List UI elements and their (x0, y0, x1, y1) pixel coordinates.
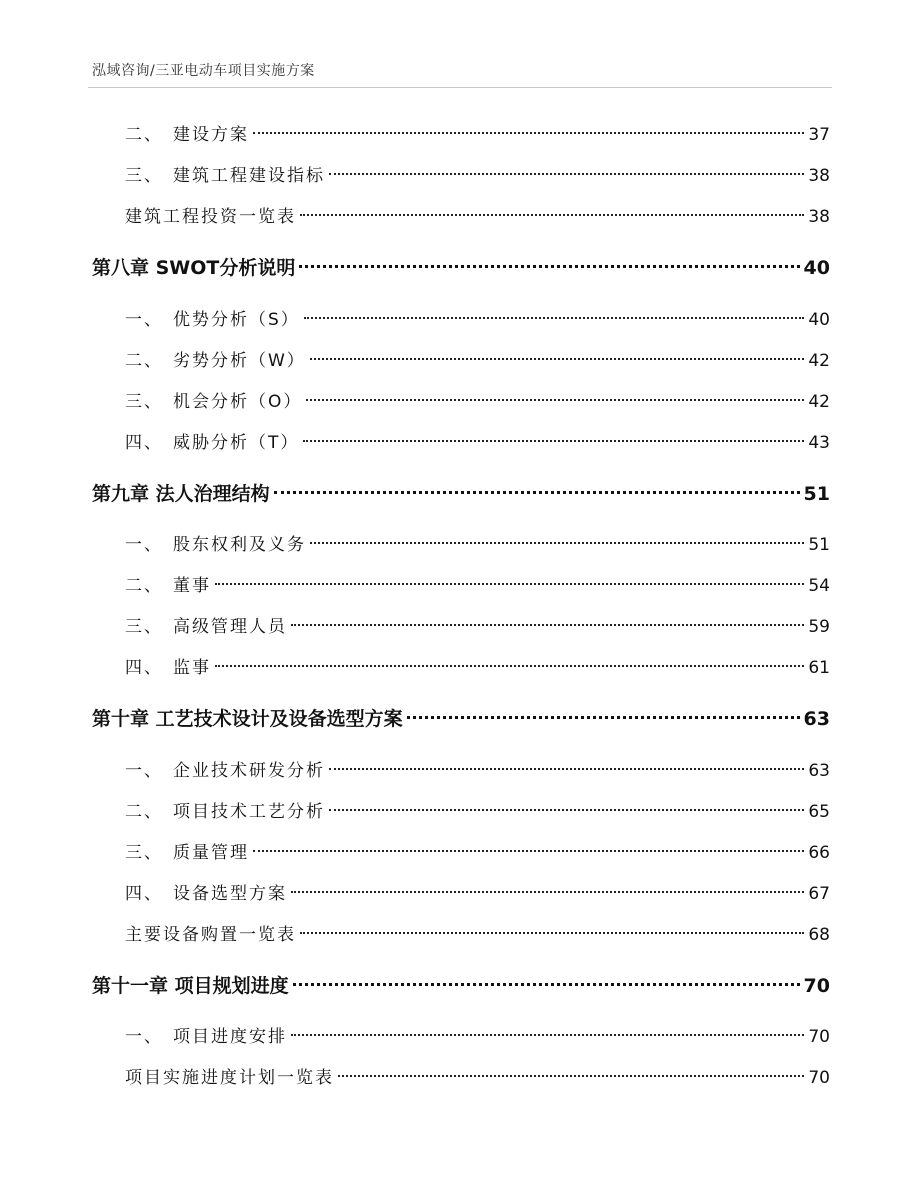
toc-entry[interactable] (125, 756, 830, 786)
toc-entry-title: 建设方案 (173, 125, 249, 145)
toc-dot-leader (329, 173, 804, 175)
toc-entry-page: 70 (803, 975, 830, 997)
page-header: 泓域咨询/三亚电动车项目实施方案 (92, 63, 315, 79)
toc-entry[interactable] (125, 305, 830, 335)
toc-entry-title: 建筑工程建设指标 (173, 166, 325, 186)
toc-dot-leader (306, 399, 804, 401)
toc-entry[interactable] (125, 202, 830, 232)
toc-entry[interactable] (125, 879, 830, 909)
toc-entry-title: 项目技术工艺分析 (173, 802, 325, 822)
toc-entry-page: 37 (808, 125, 830, 145)
toc-entry-page: 51 (803, 483, 830, 505)
toc-chapter-title: 第九章 法人治理结构 (92, 483, 270, 505)
toc-chapter-entry[interactable] (92, 704, 830, 734)
toc-chapter-title: 第八章 SWOT分析说明 (92, 257, 296, 279)
toc-dot-leader (291, 624, 804, 626)
toc-entry[interactable] (125, 530, 830, 560)
toc-entry-page: 66 (808, 843, 830, 863)
toc-dot-leader (329, 809, 804, 811)
toc-entry[interactable] (125, 428, 830, 458)
toc-entry[interactable] (125, 1063, 830, 1093)
toc-entry-page: 63 (808, 761, 830, 781)
toc-entry[interactable] (125, 612, 830, 642)
toc-entry-page: 38 (808, 207, 830, 227)
toc-entry-page: 61 (808, 658, 830, 678)
toc-entry-title: 建筑工程投资一览表 (125, 207, 296, 227)
toc-entry[interactable] (125, 346, 830, 376)
toc-entry-prefix: 二、 (125, 351, 163, 371)
toc-dot-leader (310, 358, 805, 360)
header-divider (88, 87, 832, 88)
toc-entry-prefix: 四、 (125, 658, 163, 678)
toc-entry[interactable] (125, 838, 830, 868)
toc-entry-page: 51 (808, 535, 830, 555)
toc-chapter-entry[interactable] (92, 253, 830, 283)
toc-chapter-entry[interactable] (92, 971, 830, 1001)
toc-entry-prefix: 一、 (125, 1027, 163, 1047)
toc-entry-page: 54 (808, 576, 830, 596)
toc-entry[interactable] (125, 161, 830, 191)
toc-dot-leader (300, 932, 804, 934)
toc-entry[interactable] (125, 120, 830, 150)
toc-entry-prefix: 三、 (125, 617, 163, 637)
toc-entry-prefix: 二、 (125, 576, 163, 596)
toc-dot-leader (299, 265, 799, 268)
toc-dot-leader (253, 850, 804, 852)
toc-entry[interactable] (125, 920, 830, 950)
toc-entry-prefix: 二、 (125, 802, 163, 822)
toc-entry-page: 40 (808, 310, 830, 330)
toc-entry[interactable] (125, 387, 830, 417)
toc-entry-page: 43 (808, 433, 830, 453)
toc-dot-leader (291, 891, 804, 893)
toc-entry-page: 59 (808, 617, 830, 637)
toc-dot-leader (304, 317, 805, 319)
toc-entry-title: 股东权利及义务 (173, 535, 306, 555)
toc-entry-page: 68 (808, 925, 830, 945)
toc-dot-leader (300, 214, 804, 216)
toc-entry-page: 70 (808, 1027, 830, 1047)
toc-entry-page: 40 (803, 257, 830, 279)
toc-entry-title: 威胁分析（T） (173, 433, 300, 453)
toc-entry[interactable] (125, 653, 830, 683)
toc-entry-prefix: 三、 (125, 392, 163, 412)
toc-entry-title: 项目实施进度计划一览表 (125, 1068, 334, 1088)
toc-entry-page: 65 (808, 802, 830, 822)
toc-dot-leader (303, 440, 804, 442)
toc-entry-title: 董事 (173, 576, 211, 596)
toc-dot-leader (407, 716, 800, 719)
toc-entry[interactable] (125, 571, 830, 601)
toc-dot-leader (329, 768, 804, 770)
toc-entry-title: 监事 (173, 658, 211, 678)
toc-dot-leader (253, 132, 804, 134)
toc-entry-prefix: 四、 (125, 433, 163, 453)
toc-dot-leader (291, 1034, 804, 1036)
toc-chapter-title: 第十一章 项目规划进度 (92, 975, 289, 997)
toc-entry-prefix: 二、 (125, 125, 163, 145)
toc-dot-leader (310, 542, 804, 544)
toc-dot-leader (338, 1075, 804, 1077)
toc-chapter-title: 第十章 工艺技术设计及设备选型方案 (92, 708, 403, 730)
toc-dot-leader (293, 983, 800, 986)
toc-entry-title: 设备选型方案 (173, 884, 287, 904)
toc-entry-page: 70 (808, 1068, 830, 1088)
toc-entry-title: 优势分析（S） (173, 310, 300, 330)
toc-entry-title: 质量管理 (173, 843, 249, 863)
toc-dot-leader (274, 491, 800, 494)
toc-entry-title: 高级管理人员 (173, 617, 287, 637)
toc-dot-leader (215, 583, 804, 585)
toc-entry-title: 劣势分析（W） (173, 351, 306, 371)
toc-entry-title: 机会分析（O） (173, 392, 303, 412)
toc-entry-page: 67 (808, 884, 830, 904)
toc-entry-page: 38 (808, 166, 830, 186)
toc-entry-prefix: 一、 (125, 535, 163, 555)
toc-entry-title: 项目进度安排 (173, 1027, 287, 1047)
toc-entry-prefix: 四、 (125, 884, 163, 904)
toc-entry[interactable] (125, 797, 830, 827)
toc-chapter-entry[interactable] (92, 479, 830, 509)
toc-entry-page: 42 (808, 351, 830, 371)
toc-entry-title: 主要设备购置一览表 (125, 925, 296, 945)
toc-entry-page: 63 (803, 708, 830, 730)
toc-entry-title: 企业技术研发分析 (173, 761, 325, 781)
toc-entry-prefix: 一、 (125, 761, 163, 781)
toc-entry-prefix: 三、 (125, 843, 163, 863)
toc-entry-prefix: 三、 (125, 166, 163, 186)
toc-entry-page: 42 (808, 392, 830, 412)
toc-dot-leader (215, 665, 804, 667)
toc-entry[interactable] (125, 1022, 830, 1052)
toc-entry-prefix: 一、 (125, 310, 163, 330)
